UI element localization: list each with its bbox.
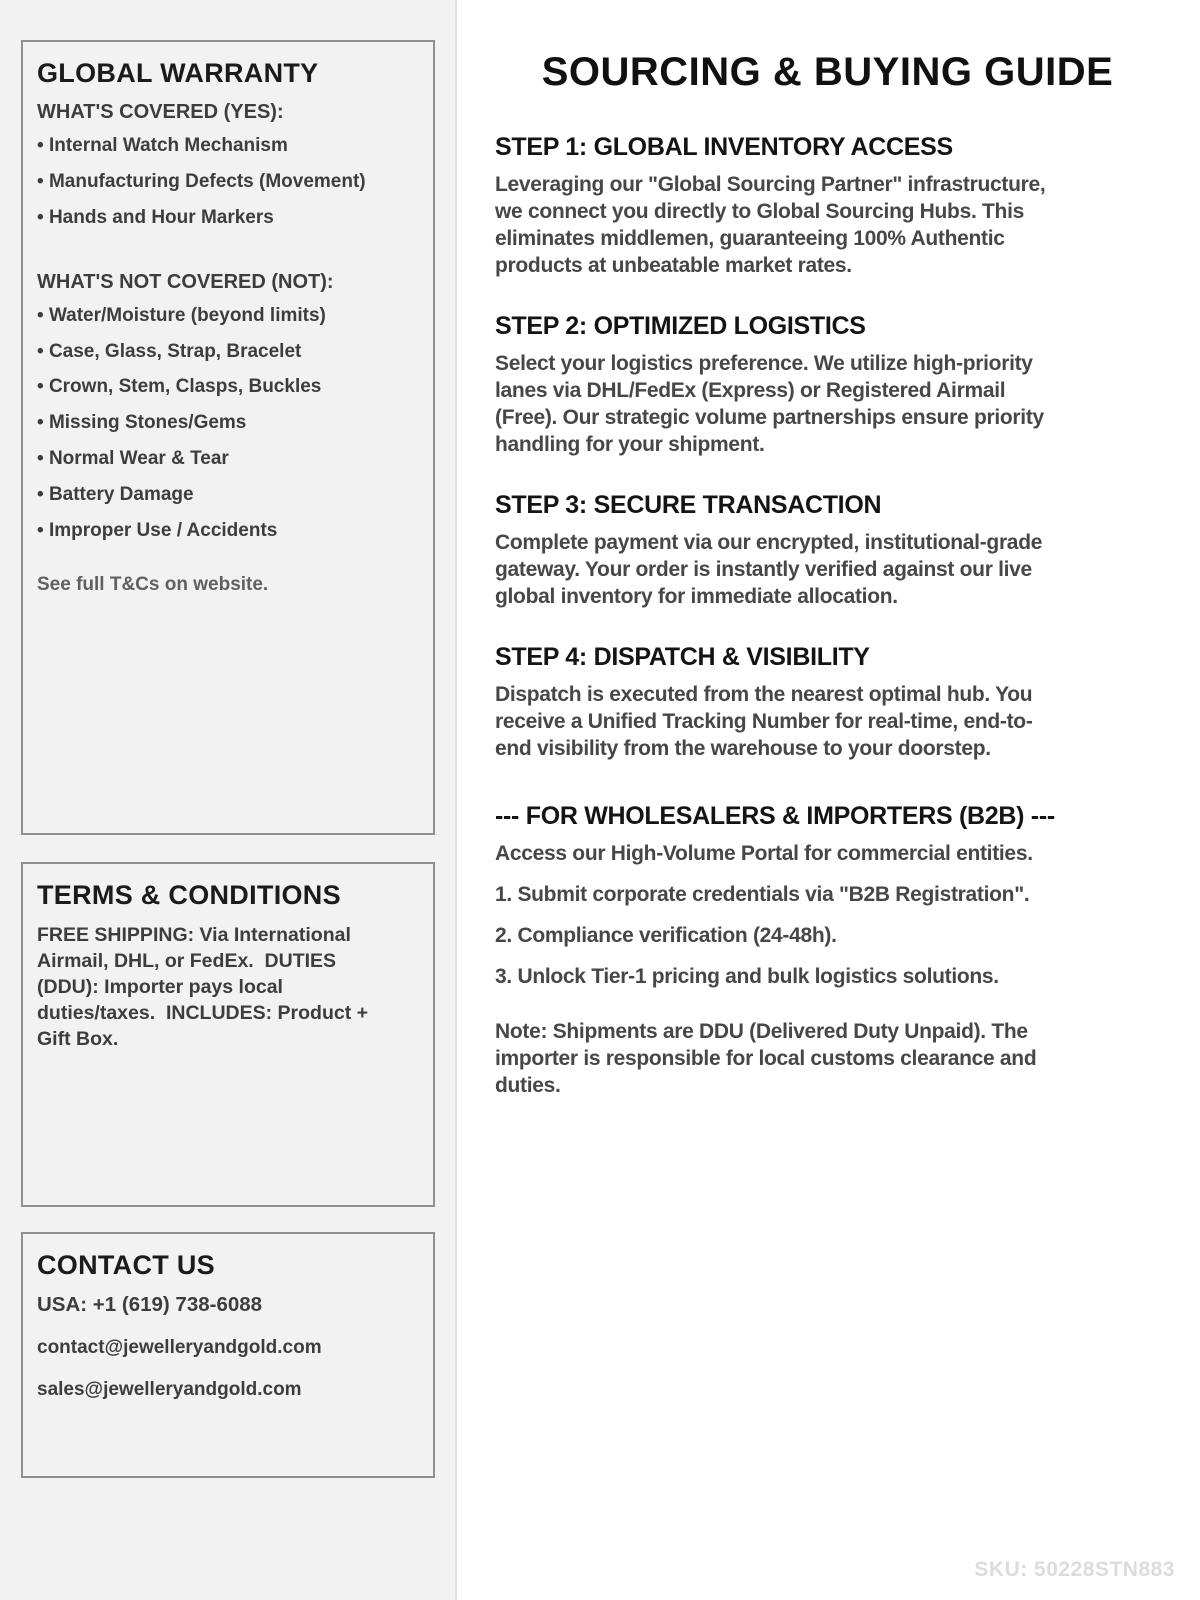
list-item: • Normal Wear & Tear — [37, 449, 417, 470]
list-item: • Missing Stones/Gems — [37, 413, 417, 434]
list-item: • Case, Glass, Strap, Bracelet — [37, 342, 417, 363]
contact-email-sales: sales@jewelleryandgold.com — [37, 1379, 302, 1400]
step-3-body: Complete payment via our encrypted, institutional-grade gateway. Your order is instantly verified against our live global inventory for immediate allocation. — [495, 531, 1043, 608]
not-covered-title: WHAT'S NOT COVERED (NOT): — [37, 270, 334, 293]
list-item: • Manufacturing Defects (Movement) — [37, 172, 417, 193]
b2b-intro: Access our High-Volume Portal for commercial entities. — [495, 842, 1033, 865]
b2b-section — [495, 802, 1160, 1099]
step-2-body: Select your logistics preference. We utilize high-priority lanes via DHL/FedEx (Express) or Registered Airmail (Free). Our strategic volume partnerships ensure priority handling for your shipment. — [495, 352, 1044, 456]
list-item: • Water/Moisture (beyond limits) — [37, 306, 417, 327]
page-title: SOURCING & BUYING GUIDE — [541, 50, 1114, 94]
terms-title: TERMS & CONDITIONS — [37, 880, 341, 910]
warranty-footnote: See full T&Cs on website. — [37, 573, 269, 595]
step-1-section — [495, 133, 1160, 279]
warranty-title: GLOBAL WARRANTY — [37, 58, 319, 88]
contact-us-panel — [21, 1232, 435, 1478]
covered-list — [37, 136, 417, 229]
step-4-section — [495, 643, 1160, 762]
contact-email-primary: contact@jewelleryandgold.com — [37, 1337, 322, 1358]
b2b-note: Note: Shipments are DDU (Delivered Duty Unpaid). The importer is responsible for local customs clearance and duties. — [495, 1020, 1037, 1097]
step-4-heading: STEP 4: DISPATCH & VISIBILITY — [495, 643, 870, 671]
step-4-body: Dispatch is executed from the nearest optimal hub. You receive a Unified Tracking Number for real-time, end-to-end visibility from the warehouse to your doorstep. — [495, 683, 1033, 760]
list-item: • Hands and Hour Markers — [37, 208, 417, 229]
list-item: • Crown, Stem, Clasps, Buckles — [37, 377, 417, 398]
list-item: • Battery Damage — [37, 485, 417, 506]
b2b-item-2: 2. Compliance verification (24-48h). — [495, 924, 837, 947]
step-3-heading: STEP 3: SECURE TRANSACTION — [495, 491, 882, 519]
sidebar — [0, 0, 457, 1600]
step-1-body: Leveraging our "Global Sourcing Partner" infrastructure, we connect you directly to Global Sourcing Hubs. This eliminates middlemen, guaranteeing 100% Authentic products at unbeatable market rates. — [495, 173, 1046, 277]
step-3-section — [495, 491, 1160, 610]
step-1-heading: STEP 1: GLOBAL INVENTORY ACCESS — [495, 133, 953, 161]
terms-conditions-panel — [21, 862, 435, 1207]
contact-phone: USA: +1 (619) 738-6088 — [37, 1293, 263, 1316]
global-warranty-panel — [21, 40, 435, 835]
main-content — [457, 0, 1200, 1600]
b2b-item-3: 3. Unlock Tier-1 pricing and bulk logistics solutions. — [495, 965, 999, 988]
b2b-heading: --- FOR WHOLESALERS & IMPORTERS (B2B) --- — [495, 802, 1055, 830]
list-item: • Improper Use / Accidents — [37, 521, 417, 542]
sku-label: SKU: 50228STN883 — [974, 1558, 1175, 1581]
list-item: • Internal Watch Mechanism — [37, 136, 417, 157]
b2b-item-1: 1. Submit corporate credentials via "B2B Registration". — [495, 883, 1030, 906]
not-covered-list — [37, 306, 417, 542]
covered-title: WHAT'S COVERED (YES): — [37, 101, 284, 123]
contact-title: CONTACT US — [37, 1250, 215, 1280]
terms-body: FREE SHIPPING: Via International Airmail, DHL, or FedEx. DUTIES (DDU): Importer pays local duties/taxes. INCLUDES: Product + Gift Box. — [37, 924, 374, 1050]
step-2-section — [495, 312, 1160, 458]
step-2-heading: STEP 2: OPTIMIZED LOGISTICS — [495, 312, 866, 340]
